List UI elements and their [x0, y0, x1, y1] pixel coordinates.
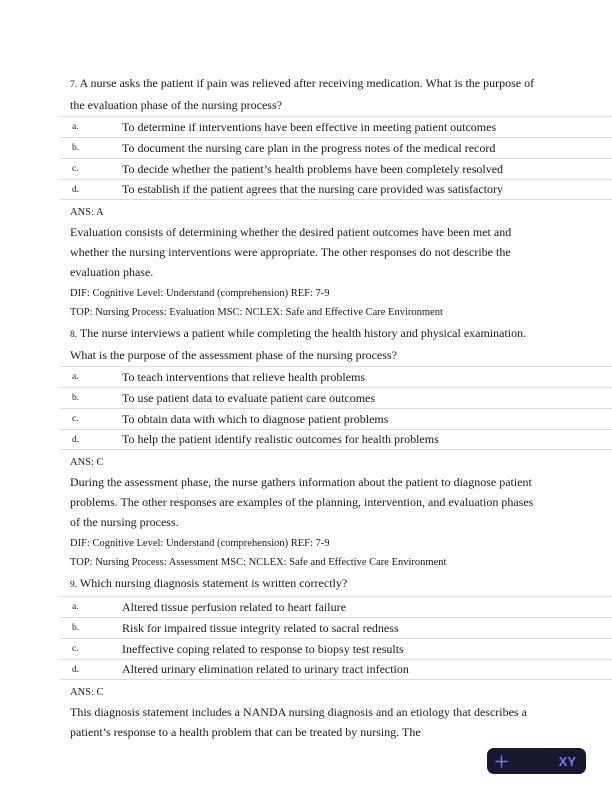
- explanation-text: During the assessment phase, the nurse gathers information about the patient to diagnose patient problems. The other responses are examples of the planning, intervention, and evaluation phases of the nursing process.: [70, 475, 534, 529]
- option-letter: d.: [72, 434, 80, 445]
- option-row: [60, 596, 612, 617]
- option-text: Ineffective coping related to response to biopsy test results: [122, 641, 404, 656]
- option-row: [60, 617, 612, 638]
- option-row: [60, 408, 612, 429]
- question-body: The nurse interviews a patient while completing the health history and physical examination. What is the purpose of the assessment phase of the nursing process?: [70, 326, 527, 362]
- option-letter: c.: [72, 644, 79, 654]
- option-row: [60, 659, 612, 680]
- option-letter: b.: [72, 393, 80, 403]
- dif-ref-line: DIF: Cognitive Level: Understand (comprehension) REF: 7-9: [70, 288, 330, 299]
- option-letter: a.: [72, 602, 79, 612]
- option-text: To document the nursing care plan in the progress notes of the medical record: [122, 140, 496, 155]
- option-letter: a.: [72, 372, 79, 382]
- top-msc-line: TOP: Nursing Process: Evaluation MSC: NCLEX: Safe and Effective Care Environment: [70, 307, 443, 318]
- question-number: 7.: [70, 80, 78, 90]
- options-table: [60, 116, 612, 200]
- answer-line: ANS: C: [70, 457, 104, 468]
- option-letter: c.: [72, 164, 79, 174]
- option-text: To use patient data to evaluate patient care outcomes: [122, 390, 376, 405]
- question-block: [60, 73, 612, 320]
- question-text: [70, 73, 542, 115]
- option-text: To establish if the patient agrees that the nursing care provided was satisfactory: [122, 182, 504, 196]
- option-row: [60, 116, 612, 137]
- option-row: [60, 366, 612, 387]
- option-letter: b.: [72, 143, 80, 153]
- explanation-text: Evaluation consists of determining whether the desired patient outcomes have been met and whether the nursing interventions were appropriate. The other responses do not describe the evaluation phase.: [70, 225, 512, 279]
- brand-study: Study: [512, 752, 554, 769]
- question-body: Which nursing diagnosis statement is written correctly?: [79, 576, 348, 590]
- option-row: [60, 638, 612, 659]
- option-row: [60, 158, 612, 179]
- top-msc-line: TOP: Nursing Process: Assessment MSC: NCLEX: Safe and Effective Care Environment: [70, 557, 447, 568]
- option-text: To teach interventions that relieve health problems: [122, 369, 366, 384]
- question-number: 8.: [70, 330, 78, 340]
- option-row: [60, 387, 612, 408]
- option-text: To obtain data with which to diagnose patient problems: [122, 411, 389, 426]
- plus-icon: [495, 755, 508, 768]
- option-row: [60, 429, 612, 450]
- question-block: [60, 573, 612, 742]
- brand-xy: XY: [558, 753, 576, 769]
- question-block: [60, 323, 612, 570]
- option-letter: b.: [72, 623, 80, 633]
- option-letter: d.: [72, 664, 80, 675]
- question-text: [70, 573, 542, 595]
- answer-line: ANS: C: [70, 687, 104, 698]
- question-number: 9.: [70, 580, 78, 590]
- option-row: [60, 179, 612, 200]
- question-body: A nurse asks the patient if pain was relieved after receiving medication. What is the purpose of the evaluation phase of the nursing process?: [70, 76, 535, 112]
- dif-ref-line: DIF: Cognitive Level: Understand (comprehension) REF: 7-9: [70, 538, 330, 549]
- option-letter: d.: [72, 184, 80, 195]
- option-text: To decide whether the patient’s health problems have been completely resolved: [122, 161, 504, 176]
- option-text: To help the patient identify realistic outcomes for health problems: [122, 432, 439, 446]
- option-text: Risk for impaired tissue integrity related to sacral redness: [122, 620, 399, 635]
- options-table: [60, 596, 612, 680]
- studyxy-badge: [487, 748, 586, 774]
- explanation-text: This diagnosis statement includes a NANDA nursing diagnosis and an etiology that describes a patient’s response to a health problem that can be treated by nursing. The: [70, 705, 527, 739]
- answer-line: ANS: A: [70, 207, 104, 218]
- option-row: [60, 137, 612, 158]
- options-table: [60, 366, 612, 450]
- question-text: [70, 323, 542, 365]
- option-text: Altered tissue perfusion related to heart failure: [122, 599, 346, 614]
- option-text: Altered urinary elimination related to urinary tract infection: [122, 662, 409, 676]
- option-letter: a.: [72, 122, 79, 132]
- option-letter: c.: [72, 414, 79, 424]
- option-text: To determine if interventions have been effective in meeting patient outcomes: [122, 119, 497, 134]
